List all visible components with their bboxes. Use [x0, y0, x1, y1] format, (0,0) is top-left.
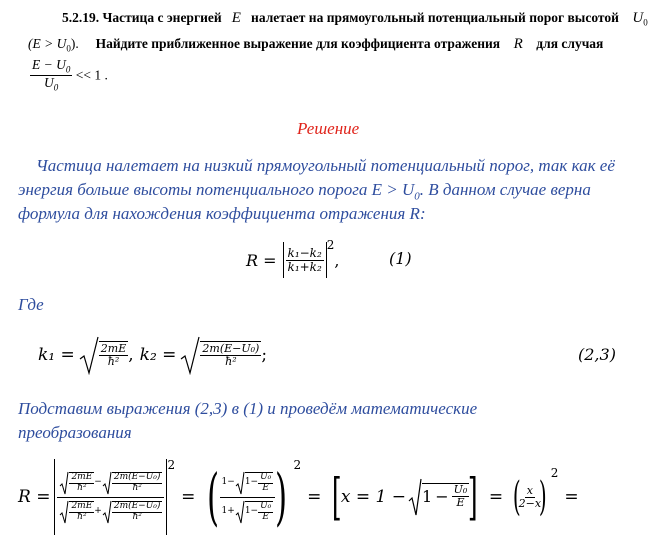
- big-paren-left: (: [207, 460, 220, 533]
- big-a1-num: 2mE: [71, 472, 93, 483]
- big-e-1: E: [262, 482, 269, 493]
- big-paren-right: ): [275, 460, 288, 533]
- var-U0-sub: 0: [643, 17, 648, 28]
- big-bracket-left: [: [332, 468, 343, 526]
- big-b1: [112, 472, 163, 493]
- eq1-numerator: k₁−k₂: [287, 245, 322, 260]
- big-one-5: 1: [422, 487, 433, 506]
- big-minus-3: −: [250, 477, 259, 488]
- para1-line-3: формула для нахождения коэффициента отражения R:: [18, 204, 426, 223]
- big-one-4: 1: [244, 506, 251, 517]
- condition-numerator: E − U: [32, 57, 66, 72]
- eq1-label: (1): [389, 249, 412, 268]
- sqrt-sign-icon: [102, 500, 112, 524]
- k1-lhs: k₁ =: [38, 345, 75, 365]
- big-a1: [69, 472, 94, 493]
- condition: (E > U: [28, 36, 67, 51]
- big-one-3: 1: [221, 505, 228, 516]
- problem-text-1: Частица с энергией: [102, 10, 222, 25]
- k2-denominator: ħ²: [225, 354, 237, 368]
- k-semicolon: ;: [261, 345, 268, 365]
- big-bracket-rad: [422, 483, 469, 508]
- big-plus-2: +: [227, 505, 235, 516]
- equation-big: [18, 458, 579, 536]
- big-u0-3: U₀: [453, 483, 468, 497]
- big-b2: [112, 501, 163, 522]
- condition-close: ).: [70, 36, 79, 51]
- condition-relation: << 1 .: [75, 67, 108, 83]
- big-eq-1: =: [181, 487, 196, 507]
- big-plus: +: [94, 505, 102, 516]
- eq1-abs: [283, 242, 327, 278]
- big-x-den: 2−x: [518, 496, 542, 510]
- big-paren2-right: ): [538, 474, 547, 520]
- big-x-num: x: [526, 483, 533, 497]
- eq1-lhs: R =: [246, 250, 277, 270]
- big-main-numerator: [57, 471, 164, 498]
- big-minus: −: [94, 476, 102, 487]
- problem-line-3: [30, 58, 108, 93]
- big-u0e-3: [452, 484, 470, 508]
- condition-denominator: U: [44, 75, 54, 91]
- equation-1: [246, 240, 340, 280]
- big-bracket-text: x = 1 −: [340, 487, 407, 507]
- eq23-label: (2,3): [578, 345, 616, 364]
- big-b1-num: 2m(E−U₀): [113, 472, 161, 483]
- k2-lhs: k₂ =: [139, 345, 177, 365]
- big-paren2-left: (: [512, 474, 521, 520]
- big-eq-3: =: [488, 487, 504, 507]
- problem-line-2: [28, 36, 603, 54]
- solution-heading: Решение: [297, 119, 360, 138]
- var-E: E: [231, 10, 241, 26]
- big-paren-den: [220, 498, 276, 524]
- para1-line-2-text: энергия больше высоты потенциального порога E > U: [18, 180, 415, 199]
- big-paren-den-rad: [245, 501, 273, 522]
- problem-line-1: [62, 10, 648, 28]
- para1-sub: 0: [414, 190, 420, 203]
- sqrt-sign-icon: [180, 335, 200, 375]
- big-main-denominator: [57, 498, 164, 524]
- big-exp-2: 2: [293, 458, 302, 472]
- big-a2-den: ħ²: [77, 511, 87, 522]
- para2-line-2: преобразования: [18, 423, 132, 442]
- var-R: R: [513, 36, 523, 52]
- sqrt-sign-icon: [102, 471, 112, 495]
- big-one-1: 1: [221, 476, 228, 487]
- big-exp-3: 2: [550, 466, 559, 480]
- where-label: Где: [18, 295, 44, 314]
- k1-numerator: 2mE: [100, 341, 127, 355]
- big-u0-2: U₀: [260, 501, 272, 512]
- big-a1-den: ħ²: [77, 482, 87, 493]
- eq1-denominator: k₁+k₂: [287, 259, 322, 274]
- big-b2-num: 2m(E−U₀): [113, 501, 161, 512]
- condition-sub: 0: [66, 43, 71, 54]
- problem-text-4: для случая: [536, 36, 604, 51]
- big-a2: [69, 501, 94, 522]
- sqrt-sign-icon: [59, 500, 69, 524]
- para1-line-2: [18, 180, 591, 202]
- sqrt-sign-icon: [235, 500, 245, 524]
- big-minus-2: −: [227, 476, 235, 487]
- sqrt-sign-icon: [408, 477, 422, 517]
- big-u0e-1: [258, 473, 273, 493]
- big-lhs: R =: [18, 487, 51, 507]
- big-eq-4: =: [564, 487, 579, 507]
- big-b1-den: ħ²: [132, 482, 142, 493]
- problem-number: 5.2.19.: [62, 10, 100, 25]
- var-U0: U: [632, 10, 644, 26]
- para1-line-2-tail: . В данном случае верна: [419, 180, 591, 199]
- big-main-fraction: [57, 471, 164, 524]
- big-minus-4: −: [250, 506, 259, 517]
- k-comma: ,: [128, 345, 134, 365]
- k1-denominator: ħ²: [107, 354, 120, 368]
- condition-numerator-sub: 0: [65, 64, 71, 75]
- big-paren-num-rad: [245, 472, 273, 493]
- big-e-2: E: [262, 511, 269, 522]
- sqrt-sign-icon: [235, 471, 245, 495]
- eq1-exponent: 2: [326, 238, 335, 252]
- big-e-3: E: [456, 496, 465, 509]
- condition-fraction: [30, 58, 72, 93]
- problem-text-2: налетает на прямоугольный потенциальный порог высотой: [251, 10, 619, 25]
- eq1-fraction: [286, 247, 324, 273]
- para1-line-1: Частица налетает на низкий прямоугольный потенциальный порог, так как её: [36, 156, 615, 175]
- big-paren-fraction: [220, 471, 276, 524]
- big-a2-num: 2mE: [71, 501, 93, 512]
- big-u0e-2: [258, 502, 273, 522]
- big-eq-2: =: [307, 487, 322, 507]
- problem-text-3: Найдите приближенное выражение для коэффициента отражения: [95, 36, 501, 51]
- big-abs: [54, 459, 167, 535]
- big-paren-num: [220, 471, 276, 498]
- k2-numerator: 2m(E−U₀): [202, 341, 260, 355]
- big-one-2: 1: [244, 477, 251, 488]
- sqrt-sign-icon: [59, 471, 69, 495]
- para2-line-1: Подставим выражения (2,3) в (1) и проведём математические: [18, 399, 478, 418]
- k2-fraction: [200, 341, 261, 367]
- sqrt-sign-icon: [79, 335, 99, 375]
- big-exp-1: 2: [167, 458, 176, 472]
- equation-2-3: [38, 334, 267, 376]
- big-u0-1: U₀: [260, 472, 272, 483]
- big-b2-den: ħ²: [132, 511, 142, 522]
- eq1-comma: ,: [334, 250, 340, 270]
- k1-fraction: [99, 341, 128, 367]
- big-minus-5: −: [435, 487, 449, 506]
- condition-denominator-sub: 0: [53, 82, 59, 93]
- big-bracket-right: ]: [468, 468, 478, 526]
